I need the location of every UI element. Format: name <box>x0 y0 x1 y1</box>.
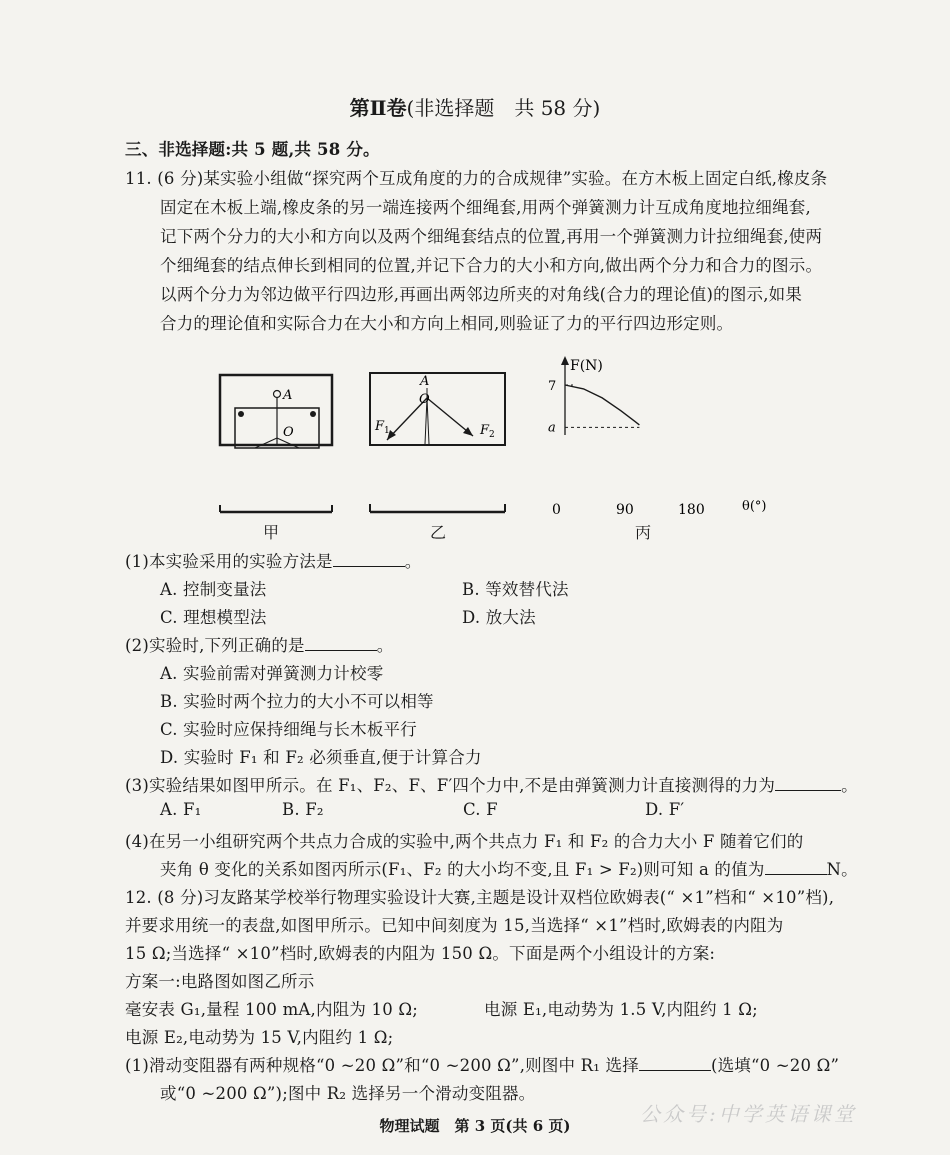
q11-part4-text: 夹角 θ 变化的关系如图丙所示(F₁、F₂ 的大小均不变,且 F₁ > F₂)则可知 a 的值为 <box>160 860 765 879</box>
q11-part2-end: 。 <box>376 636 394 655</box>
q11-part4-end: N。 <box>826 860 858 879</box>
q12-source-1: 电源 E₁,电动势为 1.5 V,内阻约 1 Ω; <box>484 1000 758 1019</box>
yi-label-o: O <box>419 392 430 407</box>
q11-line-2: 固定在木板上端,橡皮条的另一端连接两个细绳套,用两个弹簧测力计互成角度地拉细绳套, <box>160 198 811 217</box>
figure-yi-caption: 乙 <box>430 523 447 542</box>
q11-part2-blank[interactable] <box>305 636 377 651</box>
q11-part3-text: (3)实验结果如图甲所示。在 F₁、F₂、F、F′四个力中,不是由弹簧测力计直接测得的力为 <box>125 776 776 795</box>
figure-bing-caption: 丙 <box>635 523 652 542</box>
chart-curve <box>565 385 639 425</box>
title-main: 第Ⅱ卷 <box>349 96 407 120</box>
q12-meter: 毫安表 G₁,量程 100 mA,内阻为 10 Ω; <box>125 1000 418 1019</box>
q11-part4-blank[interactable] <box>765 860 827 875</box>
q12-source-2: 电源 E₂,电动势为 15 V,内阻约 1 Ω; <box>125 1028 394 1047</box>
jia-pin-right <box>310 411 316 417</box>
q11-part2-option-a: A. 实验前需对弹簧测力计校零 <box>160 664 384 683</box>
q11-part1-end: 。 <box>404 552 422 571</box>
page-footer: 物理试题 第 3 页(共 6 页) <box>379 1117 571 1135</box>
q11-line-1: 11. (6 分)某实验小组做“探究两个互成角度的力的合成规律”实验。在方木板上固定白纸,橡皮条 <box>125 169 828 188</box>
q11-part3-blank[interactable] <box>775 776 841 791</box>
chart-y-label: F(N) <box>570 358 603 374</box>
chart-tick-7: 7 <box>548 379 557 394</box>
q11-part1-option-b: B. 等效替代法 <box>462 580 569 599</box>
q11-part2-text: (2)实验时,下列正确的是 <box>125 636 305 655</box>
q12-part1-text: (1)滑动变阻器有两种规格“0 ~20 Ω”和“0 ~200 Ω”,则图中 R₁ 选择 <box>125 1056 639 1075</box>
q11-part1-option-a: A. 控制变量法 <box>160 580 267 599</box>
q11-part1-text: (1)本实验采用的实验方法是 <box>125 552 333 571</box>
q11-line-4: 个细绳套的结点伸长到相同的位置,并记下合力的大小和方向,做出两个分力和合力的图示。 <box>160 256 823 275</box>
q11-part1-stem <box>125 548 421 572</box>
q12-line-2: 并要求用统一的表盘,如图甲所示。已知中间刻度为 15,当选择“ ×1”档时,欧姆表的内阻为 <box>125 916 784 935</box>
chart-tick-a: a <box>548 420 556 436</box>
chart-tick-90: 90 <box>616 502 634 518</box>
jia-label-o: O <box>283 425 294 440</box>
q11-part4-line-2 <box>160 856 858 880</box>
watermark: 公众号:中学英语课堂 <box>640 1102 857 1126</box>
q11-part4-line-1: (4)在另一小组研究两个共点力合成的实验中,两个共点力 F₁ 和 F₂ 的合力大小 F 随着它们的 <box>125 832 804 851</box>
chart-tick-180: 180 <box>678 502 705 518</box>
q12-part1-line-2: 或“0 ~200 Ω”);图中 R₂ 选择另一个滑动变阻器。 <box>160 1084 536 1103</box>
q12-line-3: 15 Ω;当选择“ ×10”档时,欧姆表的内阻为 150 Ω。下面是两个小组设计的方案: <box>125 944 716 963</box>
chart-occlusion <box>530 446 790 494</box>
q11-part1-option-d: D. 放大法 <box>462 608 536 627</box>
q11-part2-option-d: D. 实验时 F₁ 和 F₂ 必须垂直,便于计算合力 <box>160 748 482 767</box>
figure-yi <box>365 368 510 520</box>
jia-point-a <box>274 391 281 398</box>
page-title <box>0 92 950 121</box>
q11-part1-option-c: C. 理想模型法 <box>160 608 267 627</box>
jia-pin-left <box>238 411 244 417</box>
q12-line-4: 方案一:电路图如图乙所示 <box>125 972 315 991</box>
figure-bing-chart <box>530 350 790 520</box>
yi-label-a: A <box>420 374 430 389</box>
q11-line-3: 记下两个分力的大小和方向以及两个细绳套结点的位置,再用一个弹簧测力计拉细绳套,使两 <box>160 227 823 246</box>
q11-part3-stem <box>125 772 858 796</box>
q11-part3-option-a: A. F₁ <box>160 800 202 819</box>
figure-jia <box>215 370 340 520</box>
yi-label-f2: $F_2$ <box>480 423 495 440</box>
q11-part3-option-c: C. F <box>463 800 498 819</box>
figure-jia-caption: 甲 <box>263 523 280 542</box>
jia-label-a: A <box>283 388 293 403</box>
chart-y-arrow <box>561 356 569 365</box>
title-sub: (非选择题 共 58 分) <box>406 96 601 120</box>
chart-tick-0: 0 <box>552 502 561 518</box>
q11-part2-option-c: C. 实验时应保持细绳与长木板平行 <box>160 720 417 739</box>
q12-line-1: 12. (8 分)习友路某学校举行物理实验设计大赛,主题是设计双档位欧姆表(“ ×1”档和“ ×10”档), <box>125 888 835 907</box>
q12-part1-tail: (选填“0 ~20 Ω” <box>710 1056 840 1075</box>
q11-part1-blank[interactable] <box>333 552 405 567</box>
q11-part3-option-b: B. F₂ <box>282 800 324 819</box>
section-heading: 三、非选择题:共 5 题,共 58 分。 <box>125 140 380 159</box>
q11-part3-option-d: D. F′ <box>645 800 685 819</box>
q12-part1-blank[interactable] <box>639 1056 711 1071</box>
yi-label-f1: $F_1$ <box>375 419 390 436</box>
q11-part2-stem <box>125 632 393 656</box>
q12-part1-line-1 <box>125 1052 839 1076</box>
q11-line-5: 以两个分力为邻边做平行四边形,再画出两邻边所夹的对角线(合力的理论值)的图示,如果 <box>160 285 803 304</box>
jia-string-left <box>255 438 277 448</box>
q11-part2-option-b: B. 实验时两个拉力的大小不可以相等 <box>160 692 434 711</box>
q11-part3-end: 。 <box>841 776 858 795</box>
jia-board-top <box>220 375 332 445</box>
chart-x-label: θ(°) <box>742 499 767 514</box>
q11-line-6: 合力的理论值和实际合力在大小和方向上相同,则验证了力的平行四边形定则。 <box>160 314 734 333</box>
